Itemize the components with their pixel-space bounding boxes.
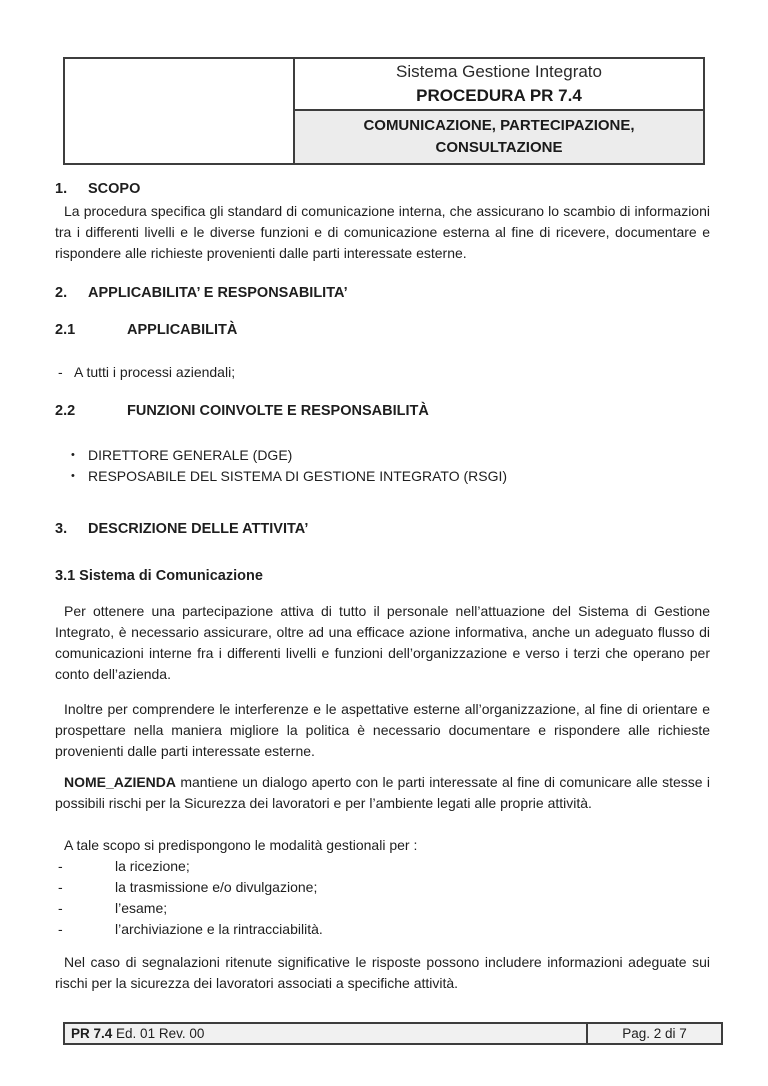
procedure-title: PROCEDURA PR 7.4 xyxy=(416,86,582,105)
header-subject-cell xyxy=(294,110,704,164)
dash-marker: - xyxy=(58,879,63,895)
roles-bullet-list xyxy=(55,445,710,487)
section-1-heading xyxy=(55,179,710,200)
company-dialog-paragraph xyxy=(55,772,710,814)
dash-marker: - xyxy=(58,364,63,380)
dash-marker: - xyxy=(58,921,63,937)
applicability-list-item xyxy=(55,362,710,383)
footer-doc-cell xyxy=(64,1023,587,1044)
section-1-number: 1. xyxy=(55,181,68,197)
footer-doc-code: PR 7.4 xyxy=(71,1026,113,1041)
list-item xyxy=(55,877,710,898)
company-name-placeholder: NOME_AZIENDA xyxy=(64,774,177,790)
modality-item-text: l’archiviazione e la rintracciabilità. xyxy=(115,921,323,937)
section-2-1-title: APPLICABILITÀ xyxy=(127,322,238,338)
dash-marker: - xyxy=(58,900,63,916)
section-3-heading xyxy=(55,519,710,540)
section-3-title: DESCRIZIONE DELLE ATTIVITA’ xyxy=(88,521,309,537)
section-3-number: 3. xyxy=(55,521,68,537)
list-item xyxy=(55,445,710,466)
applicability-item-text: A tutti i processi aziendali; xyxy=(74,364,236,380)
role-item-text: RESPOSABILE DEL SISTEMA DI GESTIONE INTEGRATO (RSGI) xyxy=(88,468,508,484)
modality-item-text: la trasmissione e/o divulgazione; xyxy=(115,879,318,895)
document-header-table xyxy=(63,57,705,165)
header-title-cell xyxy=(294,58,704,110)
significant-reports-paragraph: Nel caso di segnalazioni ritenute significative le risposte possono includere informazioni adeguate sui rischi per la sicurezza dei lavoratori associati a specifiche attività. xyxy=(55,954,710,991)
document-subject: COMUNICAZIONE, PARTECIPAZIONE, CONSULTAZIONE xyxy=(363,117,635,156)
section-2-2-title: FUNZIONI COINVOLTE E RESPONSABILITÀ xyxy=(127,403,429,419)
footer-page-number: Pag. 2 di 7 xyxy=(587,1023,722,1044)
modality-item-text: la ricezione; xyxy=(115,858,190,874)
modality-item-text: l’esame; xyxy=(115,900,168,916)
section-2-title: APPLICABILITA’ E RESPONSABILITA’ xyxy=(88,285,348,301)
document-footer-table xyxy=(63,1022,723,1045)
modalities-dash-list xyxy=(55,856,710,940)
page-content xyxy=(55,0,710,994)
bullet-marker: • xyxy=(71,470,75,482)
footer-edition: Ed. 01 Rev. 00 xyxy=(116,1026,205,1041)
section-3-1-heading: 3.1 Sistema di Comunicazione xyxy=(55,568,263,584)
list-item xyxy=(55,856,710,877)
section-1-paragraph: La procedura specifica gli standard di comunicazione interna, che assicurano lo scambio di informazioni tra i differenti livelli e le diverse funzioni e di comunicazione esterna al fine di ricevere, documentare e rispondere alle richieste provenienti dalle parti interessate esterne. xyxy=(55,203,710,261)
list-item xyxy=(55,919,710,940)
list-item xyxy=(55,898,710,919)
section-2-number: 2. xyxy=(55,285,68,301)
section-2-2-heading xyxy=(55,401,710,422)
modalities-intro: A tale scopo si predispongono le modalità gestionali per : xyxy=(64,837,418,853)
communication-paragraph-2: Inoltre per comprendere le interferenze e le aspettative esterne all’organizzazione, al fine di orientare e prospettare nella maniera migliore la politica è necessario documentare e rispondere alle richieste provenienti dalle parti interessate esterne. xyxy=(55,701,710,759)
section-2-1-heading xyxy=(55,320,710,341)
bullet-marker: • xyxy=(71,449,75,461)
dash-marker: - xyxy=(58,858,63,874)
company-dialog-text: mantiene un dialogo aperto con le parti interessate al fine di comunicare alle stesse i possibili rischi per la Sicurezza dei lavoratori e per l’ambiente legati alle proprie attività. xyxy=(55,774,710,811)
role-item-text: DIRETTORE GENERALE (DGE) xyxy=(88,447,293,463)
section-2-heading xyxy=(55,283,710,304)
list-item xyxy=(55,466,710,487)
section-1-title: SCOPO xyxy=(88,181,141,197)
logo-cell xyxy=(64,58,294,164)
section-2-2-number: 2.2 xyxy=(55,403,76,419)
system-title: Sistema Gestione Integrato xyxy=(395,62,602,81)
communication-paragraph-1: Per ottenere una partecipazione attiva di tutto il personale nell’attuazione del Sistema di Gestione Integrato, è necessario assicurare, oltre ad una efficace azione informativa, anche un adeguato flusso di comunicazioni interne fra i differenti livelli e funzioni dell’organizzazione e verso i terzi che operano per conto dell’azienda. xyxy=(55,603,710,682)
section-2-1-number: 2.1 xyxy=(55,322,76,338)
